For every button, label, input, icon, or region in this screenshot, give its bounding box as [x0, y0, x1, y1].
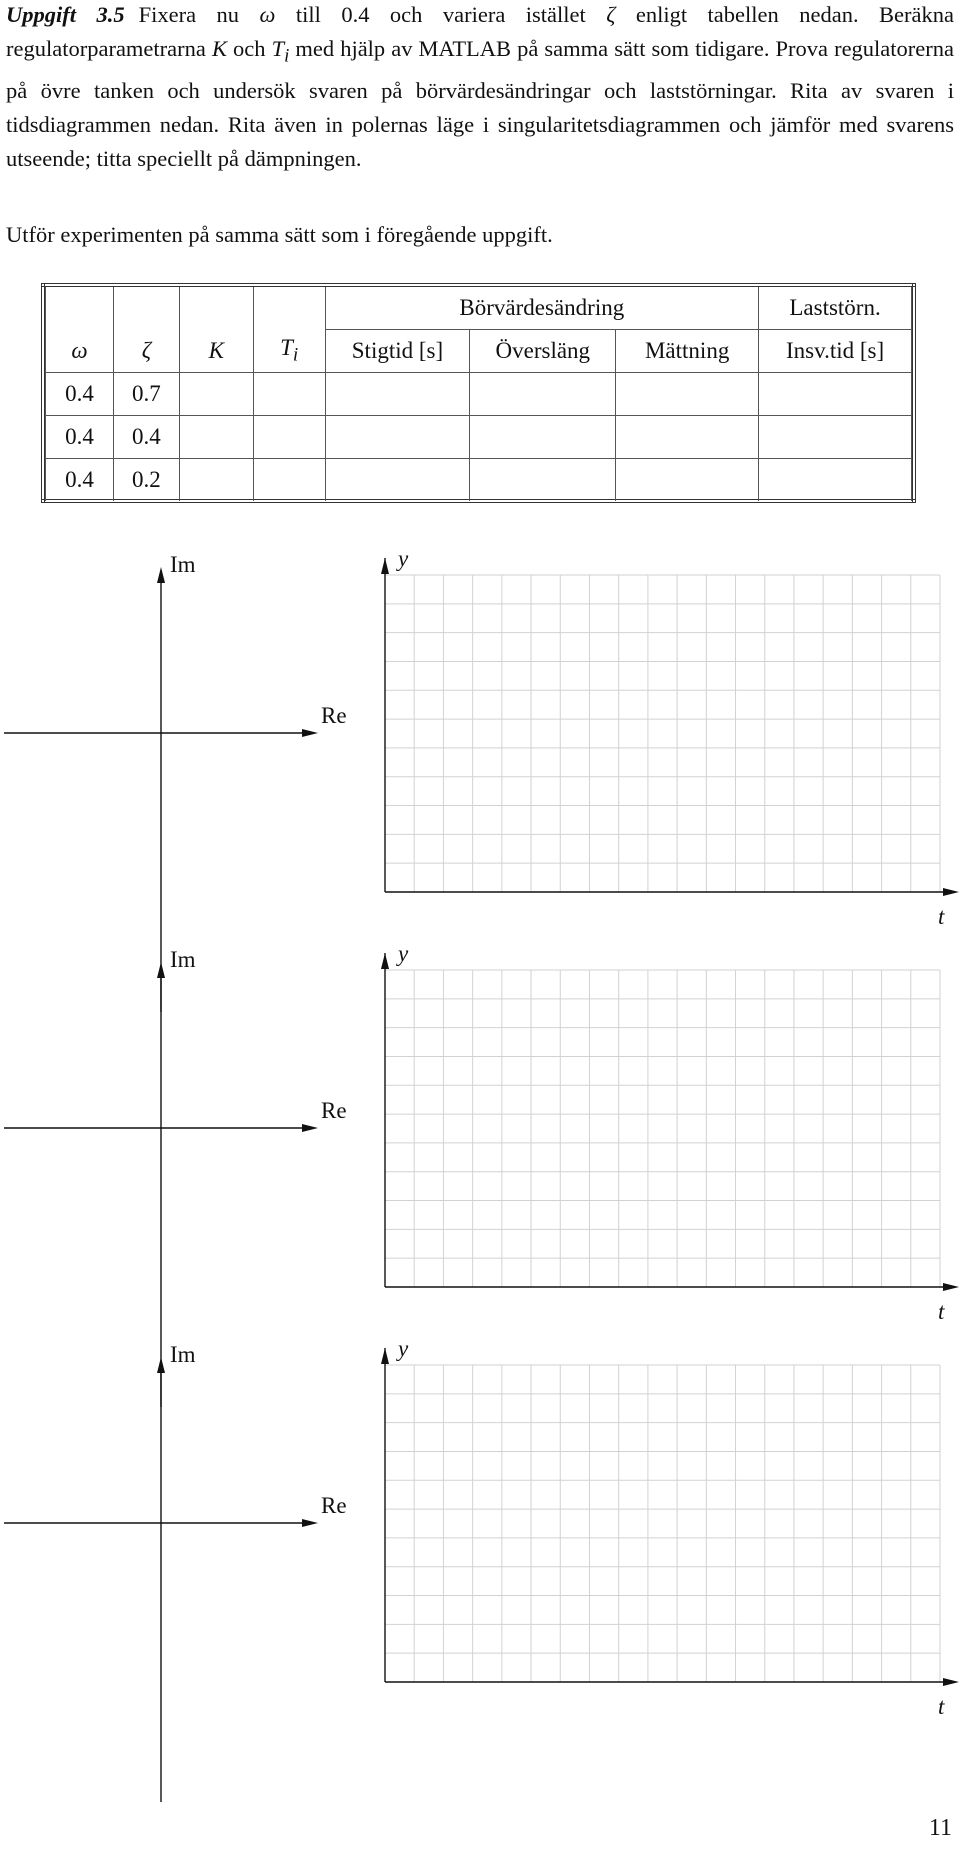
omega-symbol: ω: [259, 2, 276, 27]
text-run: enligt tabellen nedan. Beräkna regulatorparametrarna: [6, 2, 955, 61]
page-number: 11: [928, 1815, 952, 1841]
cell-zeta: 0.4: [113, 416, 179, 459]
col-settling-time: Insv.tid [s]: [759, 330, 912, 373]
cell-omega: 0.4: [46, 373, 114, 416]
text-run: till 0.4 och variera istället: [275, 2, 607, 27]
text-run: med hjälp av MATLAB på samma sätt som tidigare. Prova regulatorerna på övre tanken och undersök svaren på börvärdesändringar och laststörningar. Rita av svaren i tidsdiagrammen nedan. Rita även in polernas läge i singularitetsdiagrammen och jämför med svarens utseende; titta speciellt på dämpningen.: [6, 36, 955, 171]
col-ti-sub: i: [292, 344, 299, 366]
group-load-header: Laststörn.: [759, 287, 912, 330]
im-label: Im: [170, 947, 196, 972]
re-label: Re: [321, 703, 347, 728]
im-label: Im: [170, 552, 196, 577]
re-label: Re: [321, 1493, 347, 1518]
col-k: K: [179, 330, 253, 373]
t-symbol: T: [271, 36, 285, 61]
t-arrow-icon: [943, 1678, 959, 1686]
instruction-paragraph: Utför experimenten på samma sätt som i föregående uppgift.: [6, 222, 553, 247]
t-label: t: [938, 1694, 945, 1719]
cell-omega: 0.4: [46, 416, 114, 459]
y-label: y: [398, 941, 409, 966]
col-overshoot: Översläng: [470, 330, 616, 373]
t-label: t: [938, 904, 945, 929]
zeta-symbol: ζ: [606, 2, 616, 27]
cell-zeta: 0.7: [113, 373, 179, 416]
im-label: Im: [170, 1342, 196, 1367]
re-label: Re: [321, 1098, 347, 1123]
task-label: Uppgift 3.5: [6, 2, 125, 27]
col-ti-main: T: [280, 334, 293, 360]
y-label: y: [398, 1336, 409, 1361]
re-arrow-icon: [302, 1519, 318, 1527]
col-omega: ω: [46, 330, 114, 373]
y-arrow-icon: [381, 1348, 389, 1364]
group-setpoint-header: Börvärdesändring: [325, 287, 759, 330]
cell-zeta: 0.2: [113, 459, 179, 502]
k-symbol: K: [211, 36, 227, 61]
im-arrow-icon: [157, 1357, 165, 1373]
col-saturation: Mättning: [616, 330, 759, 373]
text-run: och: [226, 36, 272, 61]
t-label: t: [938, 1299, 945, 1324]
col-zeta: ζ: [113, 330, 179, 373]
text-run: Fixera nu: [138, 2, 260, 27]
t-subscript: i: [284, 45, 290, 67]
col-rise-time: Stigtid [s]: [325, 330, 470, 373]
cell-omega: 0.4: [46, 459, 114, 502]
y-label: y: [398, 546, 409, 571]
